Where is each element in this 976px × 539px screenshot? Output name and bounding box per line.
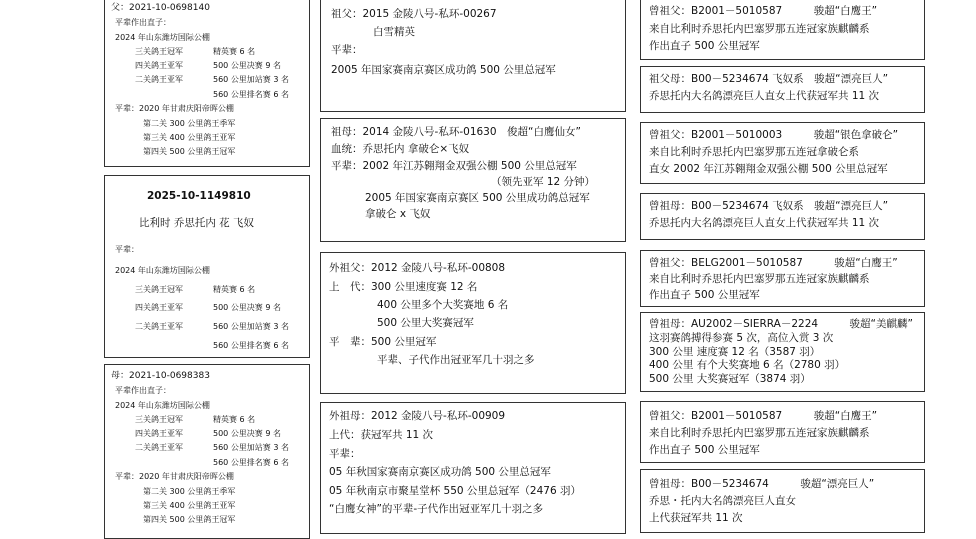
ggp1-line: 来自比利时乔思托内巴塞罗那五连冠家族麒麟系 bbox=[649, 23, 870, 35]
subject-line: 精英赛 6 名 bbox=[213, 285, 256, 294]
subject-line: 560 公里加站赛 3 名 bbox=[213, 322, 289, 331]
great-grandparent-card-5 bbox=[640, 250, 925, 307]
ggp2-line: 祖父母：B00－5234674 飞奴系 骏超“漂亮巨人” bbox=[649, 73, 889, 85]
ggp8-line: 曾祖母：B00－5234674 骏超“漂亮巨人” bbox=[649, 478, 875, 490]
grandmother-line: 平辈：2002 年江苏翱翔金双强公棚 500 公里总冠军 bbox=[331, 160, 577, 172]
ggp7-line: 曾祖父：B2001－5010587 骏超“白鹰王” bbox=[649, 410, 878, 422]
subject-line: 560 公里排名赛 6 名 bbox=[213, 341, 289, 350]
mother-card bbox=[104, 364, 310, 539]
father-line: 精英赛 6 名 bbox=[213, 47, 256, 56]
great-grandparent-card-6 bbox=[640, 312, 925, 392]
subject-description: 比利时 乔思托内 花 飞奴 bbox=[139, 217, 255, 229]
great-grandparent-card-4 bbox=[640, 193, 925, 240]
father-line: 第二关 300 公里鸽王季军 bbox=[143, 119, 236, 128]
mother-line: 第四关 500 公里鸽王冠军 bbox=[143, 515, 236, 524]
grandfather-line: 平辈： bbox=[331, 44, 363, 56]
mother-line: 平辈作出直子： bbox=[115, 386, 171, 395]
paternal-grandfather-card bbox=[320, 0, 626, 112]
father-line: 平辈作出直子： bbox=[115, 18, 171, 27]
mother-line: 560 公里加站赛 3 名 bbox=[213, 443, 289, 452]
ggp4-line: 曾祖母：B00－5234674 飞奴系 骏超“漂亮巨人” bbox=[649, 200, 889, 212]
grandmother-line: 拿破仑 x 飞奴 bbox=[365, 208, 431, 220]
ggp6-line: 曾祖母：AU2002－SIERRA－2224 骏超“美麒麟” bbox=[649, 318, 913, 330]
ggp6-line: 300 公里 速度赛 12 名（3587 羽） bbox=[649, 346, 821, 358]
ggp6-line: 这羽赛鸽搏得参赛 5 次，高位入赏 3 次 bbox=[649, 332, 834, 344]
grandfather-line: 2005 年国家赛南京赛区成功鸽 500 公里总冠军 bbox=[331, 64, 556, 76]
mother-line: 二关鸽王亚军 bbox=[135, 443, 183, 452]
maternal-grandfather-card bbox=[320, 252, 626, 394]
ggp6-line: 500 公里 大奖赛冠军（3874 羽） bbox=[649, 373, 811, 385]
ggp3-line: 曾祖父：B2001－5010003 骏超“银色拿破仑” bbox=[649, 129, 899, 141]
subject-card bbox=[104, 175, 310, 358]
subject-line: 平辈： bbox=[115, 245, 139, 254]
ggp7-line: 来自比利时乔思托内巴塞罗那五连冠家族麒麟系 bbox=[649, 427, 870, 439]
mother-line: 四关鸽王亚军 bbox=[135, 429, 183, 438]
maternal-grandfather-line: 平 辈：500 公里冠军 bbox=[329, 336, 437, 348]
father-card bbox=[104, 0, 310, 167]
father-line: 2024 年山东潍坊国际公棚 bbox=[115, 33, 210, 42]
father-line: 二关鸽王亚军 bbox=[135, 75, 183, 84]
grandmother-line: 2005 年国家赛南京赛区 500 公里成功鸽总冠军 bbox=[365, 192, 590, 204]
ggp1-line: 作出直子 500 公里冠军 bbox=[649, 40, 760, 52]
maternal-grandmother-line: 平辈： bbox=[329, 448, 361, 460]
maternal-grandmother-line: 外祖母：2012 金陵八号-私环-00909 bbox=[329, 410, 506, 422]
mother-line: 2024 年山东潍坊国际公棚 bbox=[115, 401, 210, 410]
maternal-grandmother-line: “白鹰女神”的平辈-子代作出冠亚军几十羽之多 bbox=[329, 503, 544, 515]
father-line: 500 公里决赛 9 名 bbox=[213, 61, 281, 70]
ggp8-line: 乔思・托内大名鸽漂亮巨人直女 bbox=[649, 495, 796, 507]
ggp8-line: 上代获冠军共 11 次 bbox=[649, 512, 743, 524]
great-grandparent-card-3 bbox=[640, 122, 925, 184]
mother-line: 第三关 400 公里鸽王亚军 bbox=[143, 501, 236, 510]
maternal-grandfather-line: 平辈、子代作出冠亚军几十羽之多 bbox=[377, 354, 535, 366]
subject-line: 2024 年山东潍坊国际公棚 bbox=[115, 266, 210, 275]
ggp5-line: 作出直子 500 公里冠军 bbox=[649, 289, 760, 301]
mother-line: 精英赛 6 名 bbox=[213, 415, 256, 424]
grandfather-line: 白雪精英 bbox=[373, 26, 415, 38]
ggp4-line: 乔思托内大名鸽漂亮巨人直女上代获冠军共 11 次 bbox=[649, 217, 880, 229]
subject-line: 二关鸽王亚军 bbox=[135, 322, 183, 331]
father-line: 560 公里排名赛 6 名 bbox=[213, 90, 289, 99]
maternal-grandmother-line: 上代：获冠军共 11 次 bbox=[329, 429, 434, 441]
mother-line: 500 公里决赛 9 名 bbox=[213, 429, 281, 438]
ggp3-line: 来自比利时乔思托内巴塞罗那五连冠拿破仑系 bbox=[649, 146, 859, 158]
ggp5-line: 曾祖父：BELG2001－5010587 骏超“白鹰王” bbox=[649, 257, 898, 269]
mother-line: 第二关 300 公里鸽王季军 bbox=[143, 487, 236, 496]
maternal-grandmother-line: 05 年秋国家赛南京赛区成功鸽 500 公里总冠军 bbox=[329, 466, 551, 478]
great-grandparent-card-1 bbox=[640, 0, 925, 60]
subject-line: 三关鸽王冠军 bbox=[135, 285, 183, 294]
mother-line: 560 公里排名赛 6 名 bbox=[213, 458, 289, 467]
mother-line: 平辈：2020 年甘肃庆阳帝晖公棚 bbox=[115, 472, 234, 481]
ggp5-line: 来自比利时乔思托内巴塞罗那五连冠家族麒麟系 bbox=[649, 273, 870, 285]
maternal-grandfather-line: 上 代：300 公里速度赛 12 名 bbox=[329, 281, 478, 293]
maternal-grandfather-line: 外祖父：2012 金陵八号-私环-00808 bbox=[329, 262, 506, 274]
mother-id: 母：2021-10-0698383 bbox=[111, 371, 210, 381]
father-line: 三关鸽王冠军 bbox=[135, 47, 183, 56]
father-line: 第四关 500 公里鸽王冠军 bbox=[143, 147, 236, 156]
father-line: 平辈：2020 年甘肃庆阳帝晖公棚 bbox=[115, 104, 234, 113]
great-grandparent-card-8 bbox=[640, 469, 925, 533]
father-id: 父：2021-10-0698140 bbox=[111, 3, 210, 13]
grandmother-line: 血统：乔思托内 拿破仑×飞奴 bbox=[331, 143, 470, 155]
great-grandparent-card-2 bbox=[640, 66, 925, 113]
father-line: 第三关 400 公里鸽王亚军 bbox=[143, 133, 236, 142]
maternal-grandmother-card bbox=[320, 402, 626, 534]
maternal-grandfather-line: 400 公里多个大奖赛地 6 名 bbox=[377, 299, 509, 311]
ggp6-line: 400 公里 有个大奖赛地 6 名（2780 羽） bbox=[649, 359, 846, 371]
ggp7-line: 作出直子 500 公里冠军 bbox=[649, 444, 760, 456]
father-line: 560 公里加站赛 3 名 bbox=[213, 75, 289, 84]
grandmother-line: （领先亚军 12 分钟） bbox=[491, 176, 596, 188]
subject-line: 四关鸽王亚军 bbox=[135, 303, 183, 312]
ggp2-line: 乔思托内大名鸽漂亮巨人直女上代获冠军共 11 次 bbox=[649, 90, 880, 102]
grandfather-line: 祖父：2015 金陵八号-私环-00267 bbox=[331, 8, 497, 20]
mother-line: 三关鸽王冠军 bbox=[135, 415, 183, 424]
father-line: 四关鸽王亚军 bbox=[135, 61, 183, 70]
paternal-grandmother-card bbox=[320, 118, 626, 242]
grandmother-line: 祖母：2014 金陵八号-私环-01630 俊超“白鹰仙女” bbox=[331, 126, 581, 138]
ggp3-line: 直女 2002 年江苏翱翔金双强公棚 500 公里总冠军 bbox=[649, 163, 888, 175]
maternal-grandmother-line: 05 年秋南京市聚星堂杯 550 公里总冠军（2476 羽） bbox=[329, 485, 581, 497]
ggp1-line: 曾祖父：B2001－5010587 骏超“白鹰王” bbox=[649, 5, 878, 17]
great-grandparent-card-7 bbox=[640, 401, 925, 463]
subject-line: 500 公里决赛 9 名 bbox=[213, 303, 281, 312]
subject-ring: 2025-10-1149810 bbox=[147, 190, 251, 202]
maternal-grandfather-line: 500 公里大奖赛冠军 bbox=[377, 317, 474, 329]
